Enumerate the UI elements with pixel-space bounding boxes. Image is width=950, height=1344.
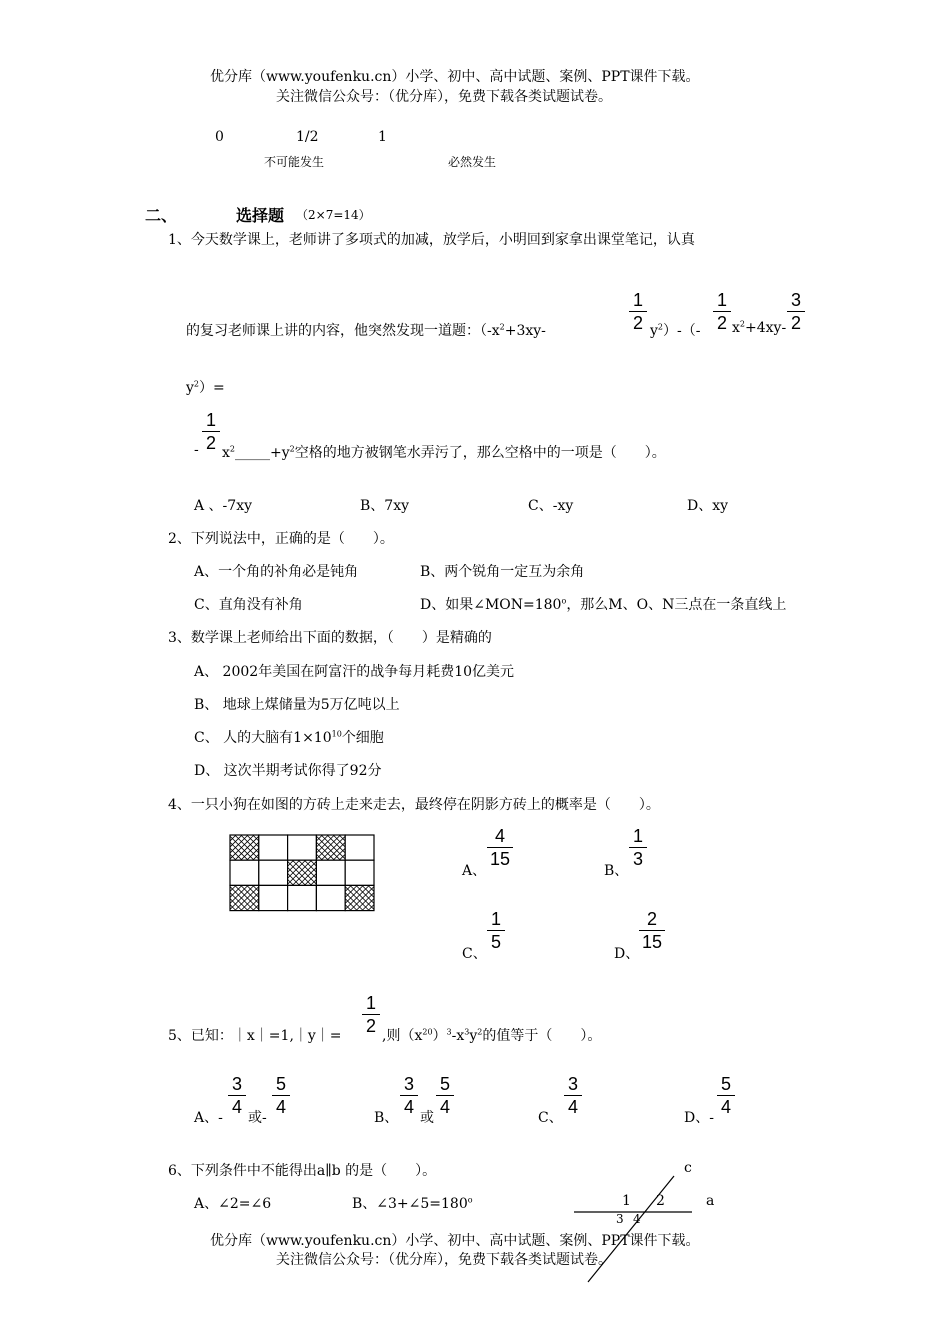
header-line-1: 优分库（www.youfenku.cn）小学、初中、高中试题、案例、PPT课件下载。 bbox=[210, 69, 700, 85]
q4-option-a-label: A、 bbox=[462, 863, 487, 879]
angle-3-label: 3 bbox=[616, 1212, 624, 1226]
angle-4-label: 4 bbox=[633, 1212, 641, 1226]
q1-line-4-minus: - bbox=[194, 442, 199, 458]
line-c-label: c bbox=[684, 1160, 692, 1176]
q5-stem-b: ,则$(x^{20})^3-x^3y^2$的值等于（ ）。 bbox=[382, 1027, 602, 1044]
q4-stem: 4、一只小狗在如图的方砖上走来走去，最终停在阴影方砖上的概率是（ ）。 bbox=[168, 797, 660, 813]
q4-option-d-label: D、 bbox=[614, 946, 640, 962]
plain-tile bbox=[259, 835, 288, 860]
q6-stem: 6、下列条件中不能得出a∥b 的是（ ）。 bbox=[168, 1163, 437, 1179]
q5-option-a-fraction-2: 5 4 bbox=[272, 1074, 290, 1117]
plain-tile bbox=[230, 860, 259, 885]
plain-tile bbox=[259, 860, 288, 885]
q5-stem-a: 5、已知：｜x｜=1,｜y｜= bbox=[168, 1028, 342, 1044]
q3-stem: 3、数学课上老师给出下面的数据，（ ）是精确的 bbox=[168, 630, 492, 646]
plain-tile bbox=[316, 860, 345, 885]
prob-zero: 0 bbox=[215, 129, 224, 145]
section-score: （2×7=14） bbox=[296, 208, 371, 222]
prob-half: 1/2 bbox=[296, 129, 319, 145]
q3-option-b: B、 地球上煤储量为5万亿吨以上 bbox=[194, 697, 400, 713]
q1-line-4: $x^2\_\_\_\_\_+y^2$空格的地方被钢笔水弄污了，那么空格中的一项是（ ）。 bbox=[222, 444, 666, 461]
plain-tile bbox=[345, 835, 374, 860]
q1-fraction-2: 1 2 bbox=[713, 290, 731, 333]
q1-line-2: 的复习老师课上讲的内容，他突然发现一道题：（$-x^2+3xy-$ bbox=[186, 322, 546, 339]
plain-tile bbox=[288, 835, 317, 860]
prob-certain: 必然发生 bbox=[448, 155, 497, 169]
plain-tile bbox=[288, 885, 317, 910]
angle-2-label: 2 bbox=[656, 1193, 665, 1209]
section-title: 选择题 bbox=[236, 206, 285, 225]
q4-option-b-label: B、 bbox=[604, 863, 629, 879]
q5-option-c-label: C、 bbox=[538, 1110, 563, 1126]
q1-option-a: A 、-7xy bbox=[194, 498, 253, 514]
q2-option-d: D、如果$\angle MON=180^o$，那么M、O、N三点在一条直线上 bbox=[420, 596, 787, 613]
q2-option-b: B、两个锐角一定互为余角 bbox=[420, 564, 585, 580]
q4-option-b-fraction: 1 3 bbox=[629, 826, 647, 869]
q5-option-a-or: 或- bbox=[248, 1110, 267, 1126]
q4-option-d-fraction: 2 15 bbox=[639, 909, 665, 952]
q1-line-2-mid: $y^2)-(-$ bbox=[650, 322, 701, 339]
q5-option-b-fraction-2: 5 4 bbox=[436, 1074, 454, 1117]
parallel-lines-figure bbox=[570, 1150, 730, 1290]
q3-option-c: C、 人的大脑有$1\times 10^{10}$个细胞 bbox=[194, 729, 384, 746]
q1-line-3: $y^2)=$ bbox=[186, 379, 225, 396]
q4-option-c-label: C、 bbox=[462, 946, 487, 962]
section-number: 二、 bbox=[145, 206, 178, 225]
q2-stem: 2、下列说法中，正确的是（ ）。 bbox=[168, 531, 394, 547]
q1-fraction-3: 3 2 bbox=[787, 290, 805, 333]
angle-1-label: 1 bbox=[622, 1193, 631, 1209]
q5-option-b-label: B、 bbox=[374, 1110, 399, 1126]
q1-option-c: C、-xy bbox=[528, 498, 574, 514]
q1-fraction-1: 1 2 bbox=[629, 290, 647, 333]
q2-option-a: A、一个角的补角必是钝角 bbox=[194, 564, 359, 580]
plain-tile bbox=[316, 885, 345, 910]
header-line-2: 关注微信公众号：（优分库），免费下载各类试题试卷。 bbox=[276, 89, 612, 105]
q6-option-a: A、∠2=∠6 bbox=[194, 1196, 272, 1212]
q1-line-1: 1、今天数学课上，老师讲了多项式的加减，放学后，小明回到家拿出课堂笔记，认真 bbox=[168, 232, 695, 248]
q1-line-2-end: $x^2+4xy-$ bbox=[732, 319, 787, 336]
footer-line-2: 关注微信公众号：（优分库），免费下载各类试题试卷。 bbox=[276, 1252, 612, 1268]
q4-option-a-fraction: 4 15 bbox=[487, 826, 513, 869]
tile-grid-figure bbox=[229, 834, 375, 912]
plain-tile bbox=[259, 885, 288, 910]
q3-option-d: D、 这次半期考试你得了92分 bbox=[194, 763, 382, 779]
q5-option-a-fraction-1: 3 4 bbox=[228, 1074, 246, 1117]
q2-option-c: C、直角没有补角 bbox=[194, 597, 303, 613]
prob-one: 1 bbox=[378, 129, 387, 145]
prob-impossible: 不可能发生 bbox=[264, 155, 325, 169]
plain-tile bbox=[345, 860, 374, 885]
q1-option-b: B、7xy bbox=[360, 498, 409, 514]
q5-option-d-fraction: 5 4 bbox=[717, 1074, 735, 1117]
q5-option-b-or: 或 bbox=[420, 1110, 434, 1126]
line-a-label: a bbox=[706, 1193, 715, 1209]
q3-option-a: A、 2002年美国在阿富汗的战争每月耗费10亿美元 bbox=[194, 664, 515, 680]
q6-option-b: B、$\angle 3+\angle 5=180^o$ bbox=[352, 1195, 473, 1212]
q1-option-d: D、xy bbox=[687, 498, 729, 514]
q5-option-d-label: D、- bbox=[684, 1110, 714, 1126]
q5-option-c-fraction: 3 4 bbox=[564, 1074, 582, 1117]
q5-option-a-label: A、- bbox=[194, 1110, 223, 1126]
q1-fraction-4: 1 2 bbox=[202, 410, 220, 453]
q5-option-b-fraction-1: 3 4 bbox=[400, 1074, 418, 1117]
q5-fraction: 1 2 bbox=[362, 993, 380, 1036]
footer-line-1: 优分库（www.youfenku.cn）小学、初中、高中试题、案例、PPT课件下载。 bbox=[210, 1233, 700, 1249]
q4-option-c-fraction: 1 5 bbox=[487, 909, 505, 952]
